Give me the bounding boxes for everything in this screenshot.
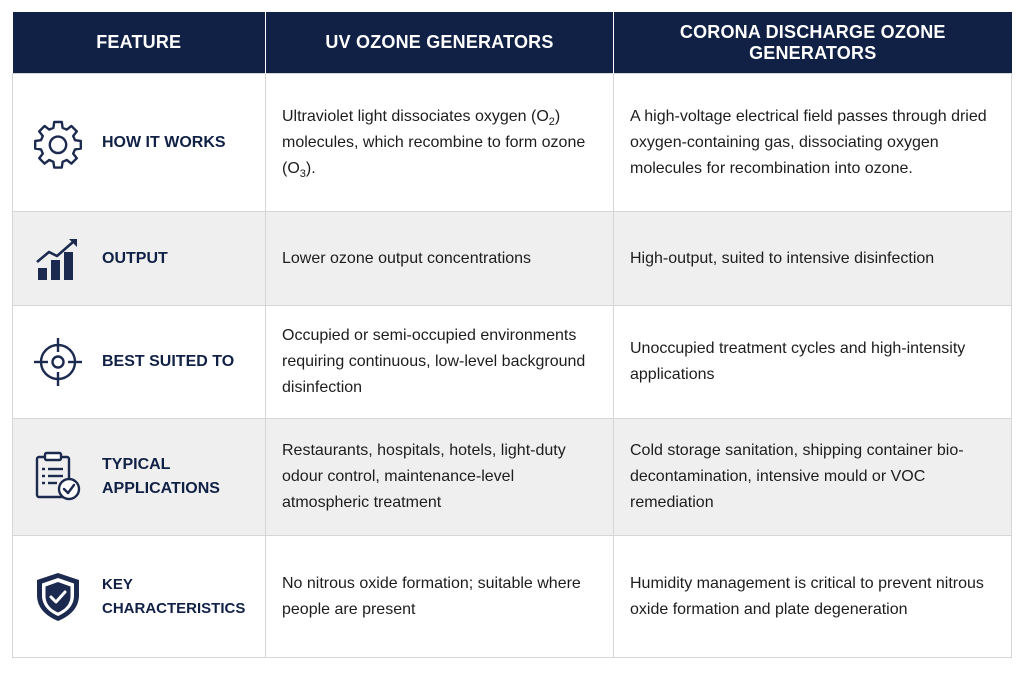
comparison-table-container [12,12,1011,658]
table-row-typical-applications [13,419,1012,536]
uv-cell [266,74,614,212]
feature-label: BEST SUITED TO [102,353,235,370]
header-feature: FEATURE [13,12,266,74]
feature-cell [13,74,266,212]
table-row-output [13,212,1012,306]
clipboard-check-icon [31,450,85,504]
uv-cell: Occupied or semi-occupied environments requiring continuous, low-level background disinfection [266,306,614,419]
shield-check-icon [31,570,85,624]
feature-label: HOW IT WORKS [102,133,226,151]
corona-cell: Humidity management is critical to prevent nitrous oxide formation and plate degeneration [614,536,1012,658]
feature-label: TYPICAL APPLICATIONS [102,456,220,497]
uv-cell: No nitrous oxide formation; suitable where people are present [266,536,614,658]
gear-icon [31,116,85,170]
comparison-table [12,12,1012,658]
uv-cell: Lower ozone output concentrations [266,212,614,306]
corona-cell: Unoccupied treatment cycles and high-intensity applications [614,306,1012,419]
table-row-best-suited-to [13,306,1012,419]
corona-cell: A high-voltage electrical field passes through dried oxygen-containing gas, dissociating oxygen molecules for recombination into ozone. [614,74,1012,212]
subscript-3: 3 [299,167,306,180]
uv-text-part: Ultraviolet light dissociates oxygen (O [282,107,549,125]
table-row-key-characteristics [13,536,1012,658]
crosshair-target-icon [31,335,85,389]
uv-text-part: ) molecules, which recombine to form ozone (O [282,107,586,177]
corona-cell: High-output, suited to intensive disinfection [614,212,1012,306]
table-header-row [13,12,1012,74]
uv-text-part: ). [305,159,316,177]
subscript-2: 2 [548,115,555,128]
corona-cell: Cold storage sanitation, shipping container bio-decontamination, intensive mould or VOC remediation [614,419,1012,536]
bar-chart-growth-icon [31,232,85,286]
feature-label: OUTPUT [102,249,168,267]
feature-cell [13,536,266,658]
feature-cell [13,212,266,306]
header-corona-discharge-ozone-generators: CORONA DISCHARGE OZONE GENERATORS [614,12,1012,74]
feature-label: KEY CHARACTERISTICS [102,575,246,617]
header-uv-ozone-generators: UV OZONE GENERATORS [266,12,614,74]
feature-cell [13,419,266,536]
uv-cell: Restaurants, hospitals, hotels, light-duty odour control, maintenance-level atmospheric treatment [266,419,614,536]
feature-cell [13,306,266,419]
table-row-how-it-works [13,74,1012,212]
